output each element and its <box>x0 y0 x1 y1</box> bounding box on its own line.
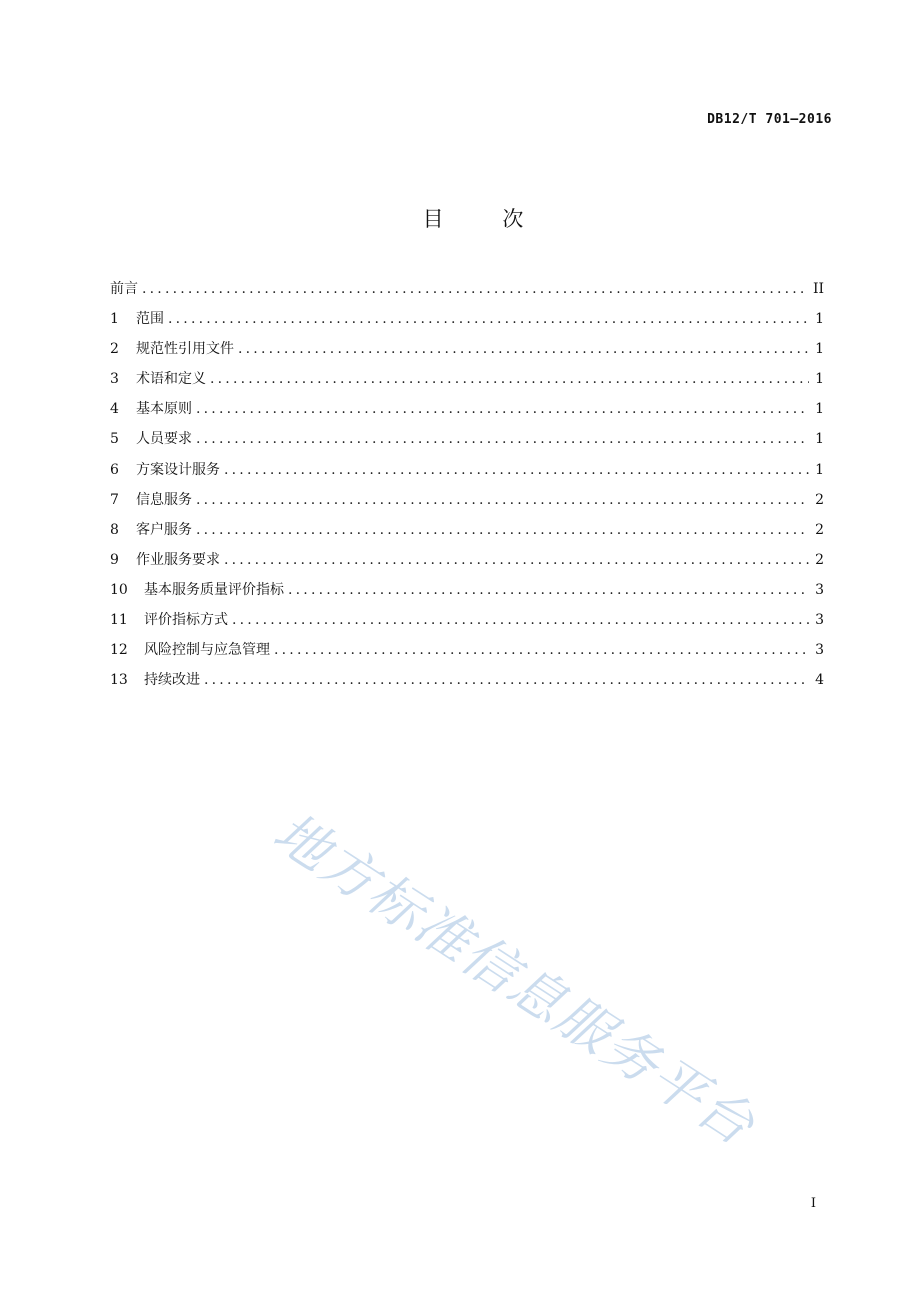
toc-entry[interactable] <box>110 337 824 367</box>
toc-entry-page: 3 <box>815 612 824 629</box>
toc-entry-page: 1 <box>815 461 824 478</box>
toc-entry-page: 2 <box>815 551 824 568</box>
toc-entry[interactable] <box>110 638 824 668</box>
toc-entry-title: 基本服务质量评价指标 <box>144 581 284 598</box>
toc-entry-number: 12 <box>110 642 128 659</box>
toc-leader-dots <box>196 397 809 421</box>
toc-entry-page: 2 <box>815 491 824 508</box>
toc-entry-number: 5 <box>110 431 119 448</box>
toc-entry-number: 11 <box>110 612 128 629</box>
toc-leader-dots <box>196 518 809 542</box>
toc-entry[interactable] <box>110 427 824 457</box>
toc-list <box>110 277 824 698</box>
toc-entry-number: 10 <box>110 581 128 598</box>
toc-entry-title: 范围 <box>136 311 164 328</box>
toc-entry-number: 13 <box>110 672 128 689</box>
toc-entry[interactable] <box>110 367 824 397</box>
toc-entry-page: 3 <box>815 581 824 598</box>
toc-entry-number: 9 <box>110 551 119 568</box>
toc-leader-dots <box>224 458 809 482</box>
toc-entry-number: 2 <box>110 341 119 358</box>
toc-entry-page: 1 <box>815 371 824 388</box>
toc-entry-page: 1 <box>815 311 824 328</box>
toc-entry-title: 术语和定义 <box>136 371 206 388</box>
toc-leader-dots <box>196 488 809 512</box>
toc-entry[interactable] <box>110 548 824 578</box>
toc-entry-title: 作业服务要求 <box>136 551 220 568</box>
toc-entry-number: 1 <box>110 311 119 328</box>
toc-entry-title: 信息服务 <box>136 491 192 508</box>
toc-entry-title: 客户服务 <box>136 521 192 538</box>
toc-leader-dots <box>274 638 809 662</box>
toc-entry-page: 3 <box>815 642 824 659</box>
toc-entry[interactable] <box>110 578 824 608</box>
page-number: I <box>810 1196 816 1211</box>
toc-entry-title: 风险控制与应急管理 <box>144 642 270 659</box>
toc-entry-title: 评价指标方式 <box>144 612 228 629</box>
toc-entry[interactable] <box>110 668 824 698</box>
toc-entry[interactable] <box>110 458 824 488</box>
watermark: 地方标准信息服务平台 <box>262 800 767 1159</box>
toc-entry-number: 6 <box>110 461 119 478</box>
toc-entry-page: 4 <box>815 672 824 689</box>
toc-entry[interactable] <box>110 277 824 307</box>
toc-leader-dots <box>224 548 809 572</box>
toc-entry-title: 规范性引用文件 <box>136 341 234 358</box>
toc-entry-number: 8 <box>110 521 119 538</box>
toc-leader-dots <box>232 608 809 632</box>
toc-entry[interactable] <box>110 488 824 518</box>
toc-entry-title: 方案设计服务 <box>136 461 220 478</box>
toc-entry-page: 2 <box>815 521 824 538</box>
standard-code: DB12/T 701—2016 <box>707 112 832 127</box>
toc-entry[interactable] <box>110 397 824 427</box>
toc-leader-dots <box>196 427 809 451</box>
toc-entry-title: 持续改进 <box>144 672 200 689</box>
toc-entry-page: 1 <box>815 341 824 358</box>
toc-entry[interactable] <box>110 307 824 337</box>
toc-title: 目 次 <box>422 207 550 231</box>
toc-entry-title: 前言 <box>110 281 138 297</box>
toc-leader-dots <box>288 578 809 602</box>
toc-leader-dots <box>142 277 807 301</box>
toc-entry-number: 7 <box>110 491 119 508</box>
toc-entry-page: 1 <box>815 401 824 418</box>
toc-leader-dots <box>204 668 809 692</box>
toc-leader-dots <box>168 307 809 331</box>
toc-leader-dots <box>238 337 809 361</box>
toc-entry[interactable] <box>110 608 824 638</box>
toc-entry-page: II <box>812 281 824 297</box>
toc-entry-number: 4 <box>110 401 119 418</box>
toc-entry[interactable] <box>110 518 824 548</box>
toc-leader-dots <box>210 367 809 391</box>
toc-entry-title: 基本原则 <box>136 401 192 418</box>
toc-entry-number: 3 <box>110 371 119 388</box>
toc-entry-page: 1 <box>815 431 824 448</box>
toc-entry-title: 人员要求 <box>136 431 192 448</box>
